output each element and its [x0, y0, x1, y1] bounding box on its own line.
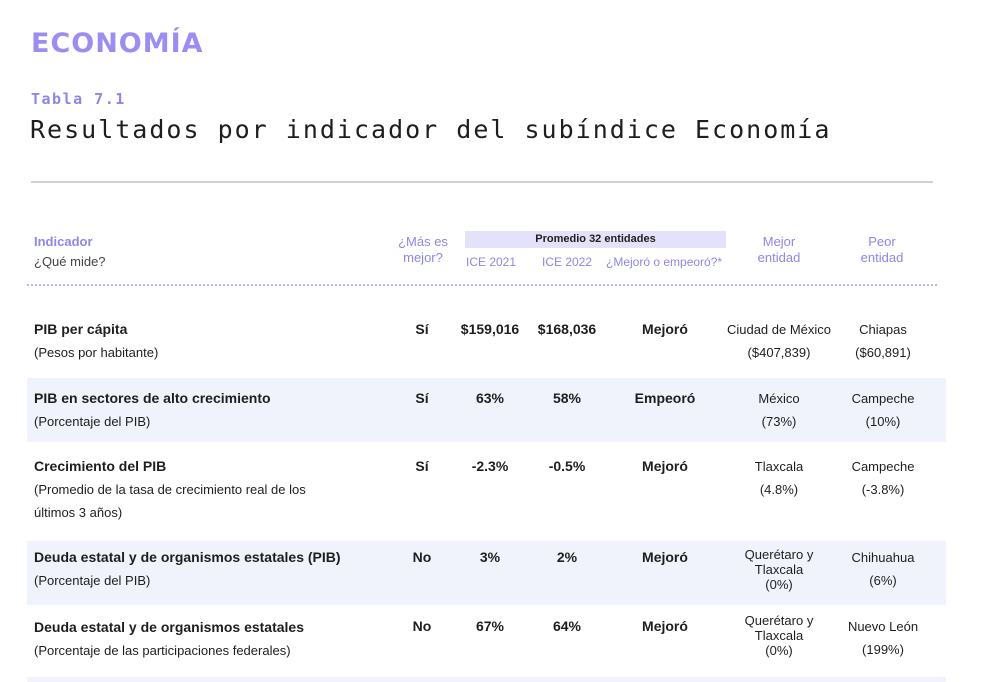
indicator-cell [34, 387, 364, 433]
mas-es-mejor-value: Sí [415, 458, 429, 474]
indicator-name: Crecimiento del PIB [34, 458, 167, 474]
best-entity [717, 387, 841, 433]
indicator-cell [34, 455, 364, 524]
change-value: Empeoró [634, 390, 696, 406]
ice-2022-value: -0.5% [548, 458, 586, 474]
table-number: Tabla 7.1 [31, 90, 126, 108]
best-entity [717, 547, 841, 592]
header-divider [27, 284, 937, 286]
header-mejor-entidad [740, 234, 818, 266]
header-peor-line1: Peor [868, 234, 896, 249]
header-mas-es-mejor-line1: ¿Más es [398, 234, 448, 249]
indicator-name: PIB en sectores de alto crecimiento [34, 390, 271, 406]
best-entity-value: (4.8%) [759, 482, 799, 497]
mas-es-mejor-value: No [412, 618, 432, 634]
worst-entity-value: (6%) [869, 573, 897, 588]
best-entity-name: Ciudad de México [726, 322, 832, 337]
worst-entity-value: (10%) [865, 414, 901, 429]
worst-entity [833, 455, 933, 501]
ice-2021-value: 63% [475, 390, 505, 406]
best-entity-value: (0%) [765, 577, 793, 592]
worst-entity [833, 615, 933, 661]
table-row-partial [27, 677, 946, 682]
best-entity-name: Querétaro y [744, 613, 814, 628]
section-title: ECONOMÍA [31, 28, 204, 59]
best-entity-name: Querétaro y [744, 547, 814, 562]
best-entity-value: ($407,839) [747, 345, 811, 360]
best-entity-name-line2: Tlaxcala [754, 562, 804, 577]
table-row [27, 541, 946, 605]
best-entity-name-line2: Tlaxcala [754, 628, 804, 643]
worst-entity-name: Chihuahua [851, 550, 915, 565]
header-mejor-line1: Mejor [762, 234, 796, 249]
ice-2021-value: -2.3% [471, 458, 509, 474]
title-divider [31, 181, 933, 183]
worst-entity-value: (199%) [862, 642, 904, 657]
worst-entity [833, 318, 933, 364]
ice-2022-value: 2% [556, 549, 578, 565]
change-value: Mejoró [642, 321, 688, 337]
indicator-unit: (Porcentaje del PIB) [34, 573, 151, 588]
ice-2021-value: 67% [475, 618, 505, 634]
indicator-unit-line2: últimos 3 años) [34, 505, 123, 520]
header-promedio: Promedio 32 entidades [465, 231, 726, 248]
header-peor-line2: entidad [860, 250, 904, 265]
table-row [27, 378, 946, 442]
worst-entity-name: Campeche [851, 459, 915, 474]
change-value: Mejoró [642, 458, 688, 474]
worst-entity-value: (-3.8%) [861, 482, 905, 497]
worst-entity-name: Campeche [851, 391, 915, 406]
ice-2022-value: 58% [552, 390, 582, 406]
best-entity [717, 613, 841, 658]
indicator-unit: (Promedio de la tasa de crecimiento real de los [34, 482, 306, 497]
indicator-unit: (Pesos por habitante) [34, 345, 159, 360]
header-mejoro: ¿Mejoró o empeoró?* [606, 255, 723, 269]
indicator-name: Deuda estatal y de organismos estatales [34, 619, 304, 635]
indicator-cell [34, 546, 364, 592]
worst-entity-name: Nuevo León [847, 619, 919, 634]
indicator-unit: (Porcentaje de las participaciones federales) [34, 643, 291, 658]
header-peor-entidad [848, 234, 916, 266]
ice-2022-value: $168,036 [537, 321, 597, 337]
header-mas-es-mejor [393, 234, 453, 266]
best-entity [717, 455, 841, 501]
indicator-name: Deuda estatal y de organismos estatales (PIB) [34, 549, 341, 565]
mas-es-mejor-value: No [412, 549, 432, 565]
worst-entity-value: ($60,891) [855, 345, 911, 360]
header-mejor-line2: entidad [757, 250, 801, 265]
indicator-unit: (Porcentaje del PIB) [34, 414, 151, 429]
table-row [27, 607, 946, 677]
table-title: Resultados por indicador del subíndice Economía [30, 115, 832, 144]
indicator-cell [34, 616, 364, 662]
ice-2022-value: 64% [552, 618, 582, 634]
indicator-cell [34, 318, 364, 364]
worst-entity [833, 546, 933, 592]
table-row [27, 444, 946, 540]
best-entity-value: (0%) [765, 643, 793, 658]
ice-2021-value: 3% [479, 549, 501, 565]
best-entity-name: México [758, 391, 800, 406]
header-mas-es-mejor-line2: mejor? [403, 250, 443, 265]
mas-es-mejor-value: Sí [415, 390, 429, 406]
worst-entity [833, 387, 933, 433]
indicator-name: PIB per cápita [34, 321, 128, 337]
header-ice-2022: ICE 2022 [542, 255, 593, 269]
change-value: Mejoró [642, 549, 688, 565]
change-value: Mejoró [642, 618, 688, 634]
header-que-mide: ¿Qué mide? [34, 254, 106, 269]
best-entity-name: Tlaxcala [754, 459, 804, 474]
table-row [27, 310, 946, 376]
best-entity-value: (73%) [761, 414, 797, 429]
mas-es-mejor-value: Sí [415, 321, 429, 337]
ice-2021-value: $159,016 [460, 321, 520, 337]
worst-entity-name: Chiapas [859, 322, 907, 337]
header-indicador: Indicador [34, 234, 93, 249]
header-ice-2021: ICE 2021 [466, 255, 517, 269]
best-entity [717, 318, 841, 364]
